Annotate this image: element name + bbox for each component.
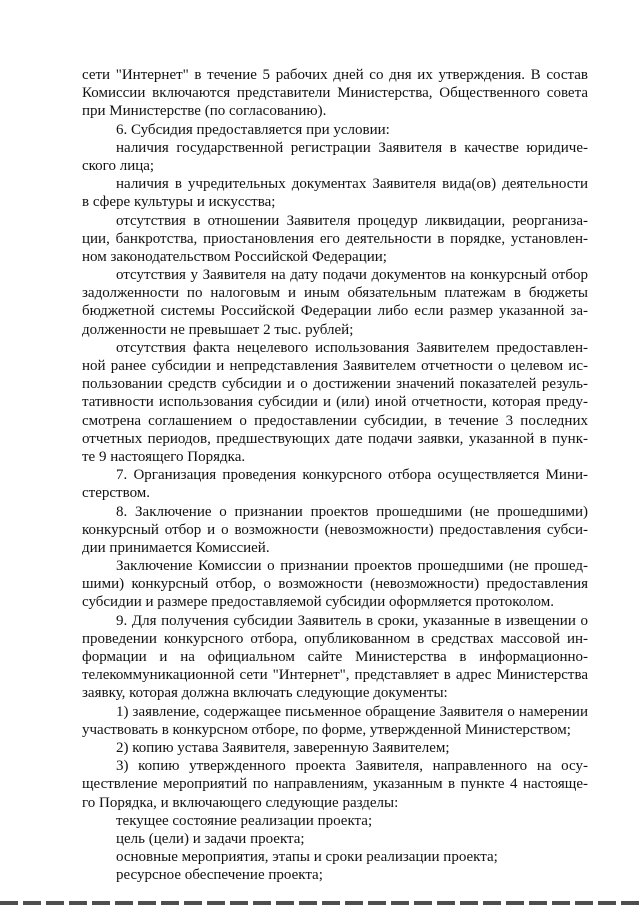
text-line: смотрена соглашением о предоставлении субсидии, в течение 3 последних [82,412,588,429]
text-line: стерством. [82,485,151,502]
text-line: 8. Заключение о признании проектов прошедшими (не прошедшими) [116,503,588,520]
text-line: 3) копию утвержденного проекта Заявителя, направленного на осу- [116,758,588,775]
text-line: тативности использования субсидии и (или) иной отчетности, которая преду- [82,394,588,411]
text-line: цель (цели) и задачи проекта; [116,830,305,847]
document-body [82,66,588,884]
text-line: те 9 настоящего Порядка. [82,448,246,465]
text-line: телекоммуникационной сети "Интернет", представляет в адрес Министерства [82,667,588,684]
text-line: участвовать в конкурсном отборе, по форме, утвержденной Министерством; [82,721,571,738]
text-line: в сфере культуры и искусства; [82,194,276,211]
text-line: формации и на официальном сайте Министерства в информационно- [82,649,588,665]
text-line: задолженности по налоговым и иным обязательным платежам в бюджеты [82,285,588,302]
text-line: шими) конкурсный отбор, о возможности (невозможности) предоставления [82,576,588,593]
text-line: ского лица; [82,157,155,174]
text-line: Комиссии включаются представители Министерства, Общественного совета [82,85,588,102]
text-line: долженности не превышает 2 тыс. рублей; [82,321,354,338]
text-line: отчетных периодов, предшествующих дате подачи заявки, указанной в пунк- [82,430,588,447]
text-line: бюджетной системы Российской Федерации либо если размер указанной за- [82,303,588,320]
text-line: ной ранее субсидии и непредставления Заявителем отчетности о целевом ис- [82,358,588,374]
text-line: конкурсный отбор и о возможности (невозможности) предоставления субси- [82,521,588,538]
text-line: го Порядка, и включающего следующие разделы: [82,794,399,811]
text-line: ществление мероприятий по направлениям, указанным в пункте 4 настояще- [82,776,588,793]
text-line: отсутствия у Заявителя на дату подачи документов на конкурсный отбор [116,267,588,284]
text-line: отсутствия в отношении Заявителя процедур ликвидации, реорганиза- [116,212,588,229]
text-line: 6. Субсидия предоставляется при условии: [116,121,390,138]
text-line: текущее состояние реализации проекта; [116,812,373,829]
text-line: заявку, которая должна включать следующие документы: [82,685,448,702]
text-line: субсидии и размере предоставляемой субсидии оформляется протоколом. [82,594,555,611]
text-line: при Министерстве (по согласованию). [82,103,327,120]
text-line: Заключение Комиссии о признании проектов прошедшими (не прошед- [116,558,588,575]
text-line: ном законодательством Российской Федерации; [82,248,387,265]
text-line: наличия в учредительных документах Заявителя вида(ов) деятельности [116,176,588,193]
text-line: 9. Для получения субсидии Заявитель в сроки, указанные в извещении о [116,612,588,629]
text-line: пользовании средств субсидии и о достижении значений показателей резуль- [82,376,588,393]
text-line: наличия государственной регистрации Заявителя в качестве юридиче- [116,139,588,156]
text-line: 7. Организация проведения конкурсного отбора осуществляется Мини- [116,467,588,484]
text-line: ции, банкротства, приостановления его деятельности в порядке, установлен- [82,230,588,247]
scan-edge-artifact [0,901,640,905]
text-line: 1) заявление, содержащее письменное обращение Заявителя о намерении [116,703,588,720]
text-line: основные мероприятия, этапы и сроки реализации проекта; [116,849,498,866]
text-line: ресурсное обеспечение проекта; [116,867,323,884]
text-line: 2) копию устава Заявителя, заверенную Заявителем; [116,739,450,756]
text-line: сети "Интернет" в течение 5 рабочих дней со дня их утверждения. В состав [82,67,588,83]
text-line: отсутствия факта нецелевого использования Заявителем предоставлен- [116,339,588,356]
text-line: дии принимается Комиссией. [82,539,270,556]
text-line: проведении конкурсного отбора, опубликованном в средствах массовой ин- [82,630,588,647]
